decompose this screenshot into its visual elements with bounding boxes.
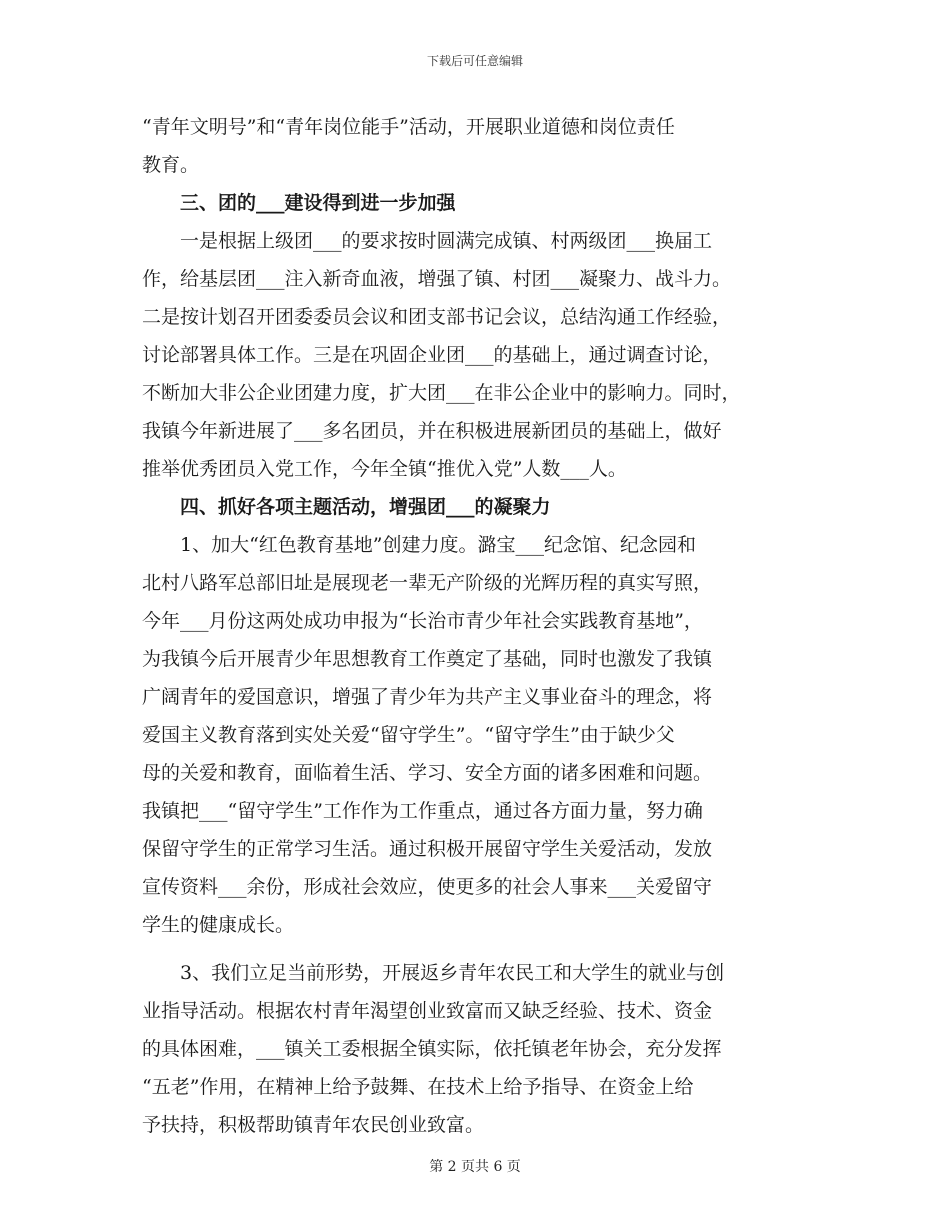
- body-line: 北村八路军总部旧址是展现老一辈无产阶级的光辉历程的真实写照，: [142, 572, 713, 594]
- body-line: 予扶持，积极帮助镇青年农民创业致富。: [142, 1114, 485, 1136]
- body-line: 为我镇今后开展青少年思想教育工作奠定了基础，同时也激发了我镇: [142, 648, 713, 670]
- section-heading-4: 四、抓好各项主题活动，增强团___的凝聚力: [142, 496, 551, 518]
- body-line: 教育。: [142, 154, 200, 176]
- body-line: 的具体困难，___镇关工委根据全镇实际，依托镇老年协会，充分发挥: [142, 1038, 722, 1060]
- body-line: 我镇今年新进展了___多名团员，并在积极进展新团员的基础上，做好: [142, 420, 722, 442]
- body-line: 3、我们立足当前形势，开展返乡青年农民工和大学生的就业与创: [142, 962, 725, 984]
- body-line: 二是按计划召开团委委员会议和团支部书记会议，总结沟通工作经验，: [142, 306, 732, 328]
- body-line: 宣传资料___余份，形成社会效应，使更多的社会人事来___关爱留守: [142, 876, 713, 898]
- page-number-footer: 第 2 页共 6 页: [429, 1159, 521, 1175]
- body-line: “五老”作用，在精神上给予鼓舞、在技术上给予指导、在资金上给: [142, 1076, 694, 1098]
- body-line: 业指导活动。根据农村青年渴望创业致富而又缺乏经验、技术、资金: [142, 1000, 713, 1022]
- body-line: 广阔青年的爱国意识，增强了青少年为共产主义事业奋斗的理念，将: [142, 686, 713, 708]
- body-line: 我镇把___“留守学生”工作作为工作重点，通过各方面力量，努力确: [142, 800, 703, 822]
- document-body: [142, 108, 810, 1144]
- body-line: 作，给基层团___注入新奇血液，增强了镇、村团___凝聚力、战斗力。: [142, 268, 732, 290]
- body-line: “青年文明号”和“青年岗位能手”活动，开展职业道德和岗位责任: [142, 116, 675, 138]
- body-line: 今年___月份这两处成功申报为“长治市青少年社会实践教育基地”，: [142, 610, 703, 632]
- body-line: 保留守学生的正常学习生活。通过积极开展留守学生关爱活动，发放: [142, 838, 713, 860]
- body-line: 一是根据上级团___的要求按时圆满完成镇、村两级团___换届工: [142, 230, 713, 252]
- body-line: 母的关爱和教育，面临着生活、学习、安全方面的诸多困难和问题。: [142, 762, 713, 784]
- body-line: 1、加大“红色教育基地”创建力度。潞宝___纪念馆、纪念园和: [142, 534, 697, 556]
- body-line: 不断加大非公企业团建力度，扩大团___在非公企业中的影响力。同时，: [142, 382, 741, 404]
- body-line: 爱国主义教育落到实处关爱“留守学生”。“留守学生”由于缺少父: [142, 724, 675, 746]
- body-line: 学生的健康成长。: [142, 914, 295, 936]
- body-line: 讨论部署具体工作。三是在巩固企业团___的基础上，通过调查讨论，: [142, 344, 722, 366]
- section-heading-3: 三、团的___建设得到进一步加强: [142, 192, 456, 214]
- paragraph-gap: [142, 944, 810, 954]
- page-header-note: 下载后可任意编辑: [426, 54, 523, 68]
- body-line: 推举优秀团员入党工作，今年全镇“推优入党”人数___人。: [142, 458, 627, 480]
